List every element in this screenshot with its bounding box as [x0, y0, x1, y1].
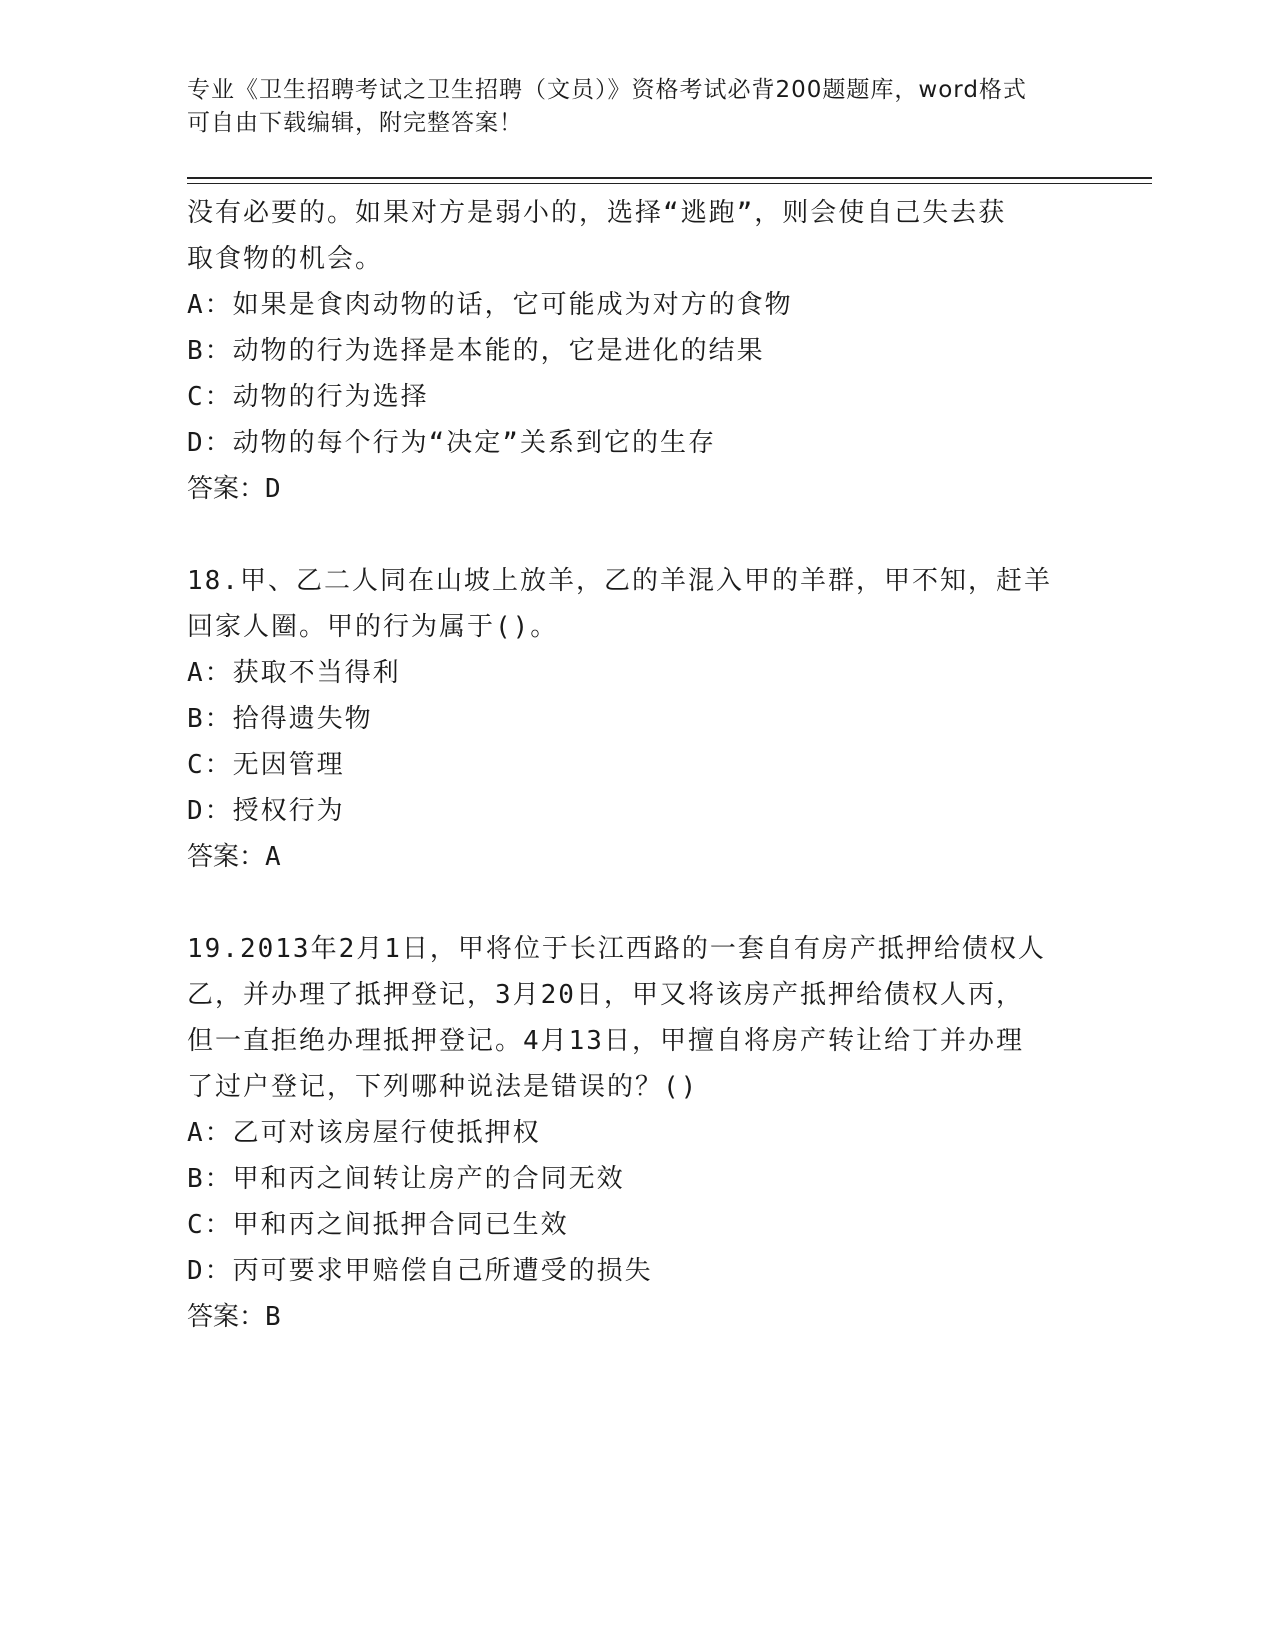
header-line-1: 专业《卫生招聘考试之卫生招聘（文员）》资格考试必背200题题库，word格式: [187, 77, 1027, 103]
answer-label: 答案：: [187, 474, 266, 504]
answer-label: 答案：: [187, 842, 266, 872]
option-b: B：拾得遗失物: [187, 704, 373, 734]
answer-line: [187, 466, 1087, 512]
answer-line: [187, 834, 1087, 880]
option-c: C：动物的行为选择: [187, 382, 429, 412]
question-text-line: 回家人圈。甲的行为属于()。: [187, 612, 559, 642]
answer-label: 答案：: [187, 1302, 266, 1332]
answer-value: B: [265, 1302, 281, 1332]
option-c: C：无因管理: [187, 750, 345, 780]
option-d: D：动物的每个行为“决定”关系到它的生存: [187, 428, 716, 458]
option-d: D：授权行为: [187, 796, 345, 826]
question-text-line: 18.甲、乙二人同在山坡上放羊，乙的羊混入甲的羊群，甲不知，赶羊: [187, 566, 1052, 596]
option-d: D：丙可要求甲赔偿自己所遭受的损失: [187, 1256, 653, 1286]
question-17-continued: [187, 190, 1087, 512]
option-b: B：动物的行为选择是本能的，它是进化的结果: [187, 336, 765, 366]
option-a: A：如果是食肉动物的话，它可能成为对方的食物: [187, 290, 793, 320]
question-text-line: 没有必要的。如果对方是弱小的，选择“逃跑”，则会使自己失去获: [187, 198, 1007, 228]
answer-line: [187, 1294, 1087, 1340]
document-body: [187, 190, 1087, 1340]
question-text-line: 取食物的机会。: [187, 244, 384, 274]
header-line-2: 可自由下载编辑，附完整答案！: [187, 110, 523, 136]
answer-value: D: [265, 474, 281, 504]
question-18: [187, 558, 1087, 880]
question-text-line: 19.2013年2月1日，甲将位于长江西路的一套自有房产抵押给债权人: [187, 934, 1046, 964]
option-a: A：获取不当得利: [187, 658, 401, 688]
page-header: [187, 74, 1087, 140]
option-a: A：乙可对该房屋行使抵押权: [187, 1118, 541, 1148]
option-b: B：甲和丙之间转让房产的合同无效: [187, 1164, 625, 1194]
question-19: [187, 926, 1087, 1340]
header-divider: [187, 177, 1152, 184]
option-c: C：甲和丙之间抵押合同已生效: [187, 1210, 569, 1240]
answer-value: A: [265, 842, 281, 872]
question-text-line: 了过户登记，下列哪种说法是错误的？(): [187, 1072, 699, 1102]
question-text-line: 乙，并办理了抵押登记，3月20日，甲又将该房产抵押给债权人丙，: [187, 980, 1024, 1010]
question-text-line: 但一直拒绝办理抵押登记。4月13日，甲擅自将房产转让给丁并办理: [187, 1026, 1024, 1056]
